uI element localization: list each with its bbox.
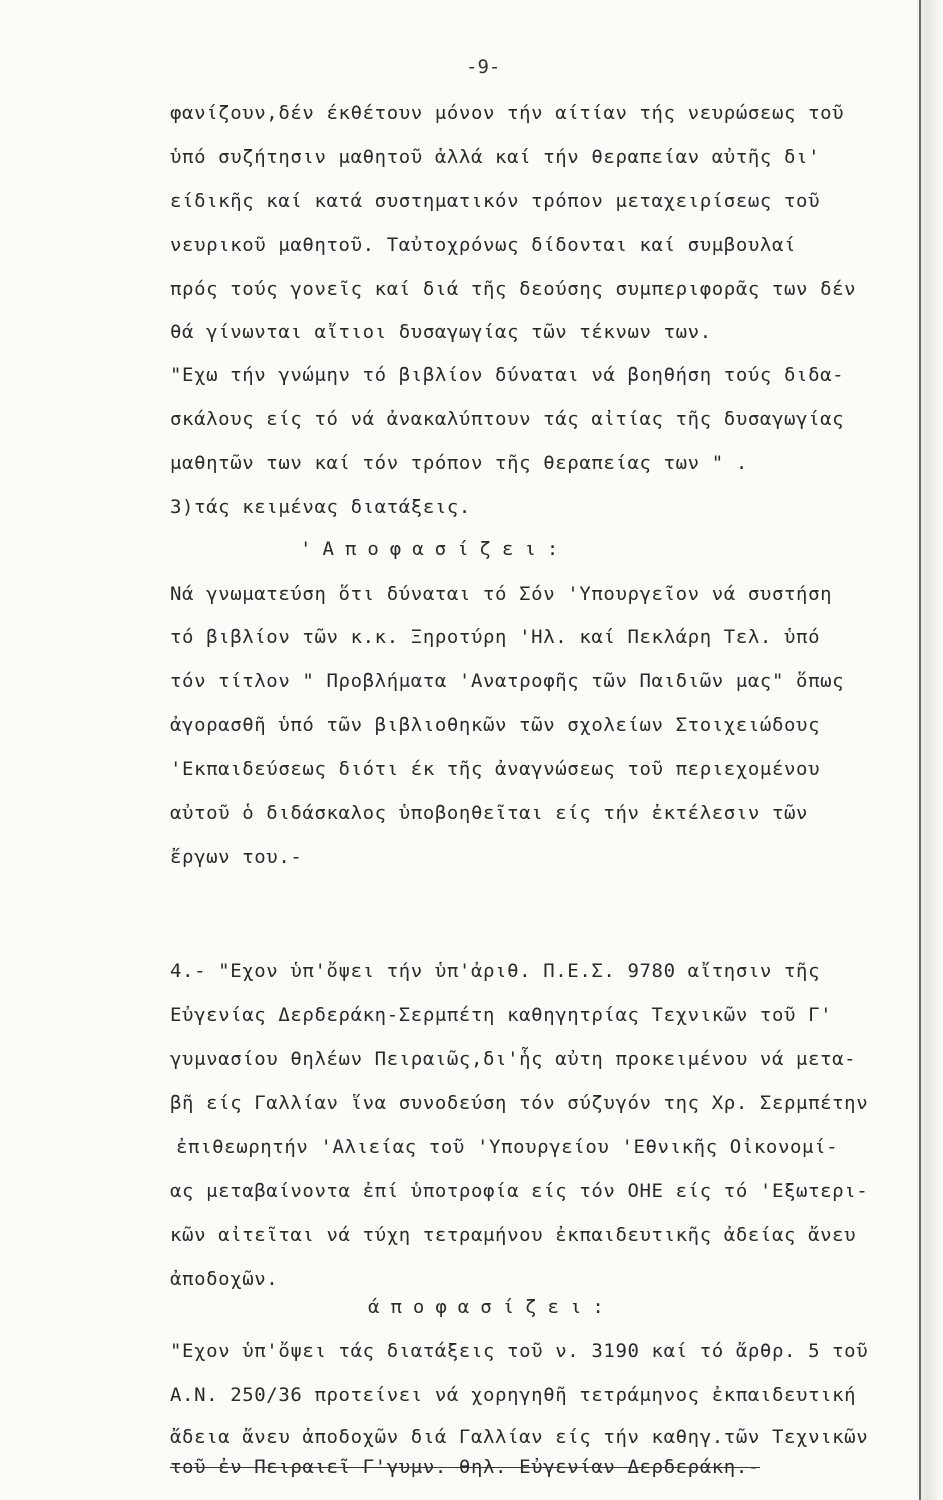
text-line-15: ἀγορασθῆ ὑπό τῶν βιβλιοθηκῶν τῶν σχολείων Στοιχειώδους: [170, 714, 821, 736]
text-line-12: Νά γνωματεύση ὅτι δύναται τό Σόν 'Υπουργεῖον νά συστήση: [170, 583, 833, 605]
text-line-2: ὑπό συζήτησιν μαθητοῦ ἀλλά καί τήν θεραπείαν αὐτῆς δι': [170, 146, 821, 168]
text-line-17: αὐτοῦ ὁ διδάσκαλος ὑποβοηθεῖται είς τήν ἐκτέλεσιν τῶν: [170, 802, 809, 824]
text-line-29: Α.Ν. 250/36 προτείνει νά χορηγηθῆ τετράμηνος ἐκπαιδευτική: [170, 1384, 857, 1406]
text-line-18: ἔργων του.-: [170, 846, 303, 868]
decision-heading-2: άποφασίζει:: [368, 1296, 615, 1318]
text-line-14: τόν τίτλον " Προβλήματα 'Ανατροφῆς τῶν Παιδιῶν μας" ὅπως: [170, 670, 845, 692]
text-line-9: μαθητῶν των καί τόν τρόπον τῆς θεραπείας των " .: [170, 452, 748, 474]
page-number: -9-: [466, 56, 501, 78]
text-line-21: γυμνασίου θηλέων Πειραιῶς,δι'ἧς αὐτη προκειμένου νά μετα-: [170, 1048, 857, 1070]
text-line-1: φανίζουν,δέν έκθέτουν μόνον τήν αίτίαν τής νευρώσεως τοῦ: [170, 102, 845, 124]
decision-heading-1: 'Αποφασίζει:: [300, 538, 570, 560]
text-line-8: σκάλους είς τό νά ἀνακαλύπτουν τάς αἰτίας τῆς δυσαγωγίας: [170, 408, 845, 430]
text-line-25: κῶν αἰτεῖται νά τύχη τετραμήνου ἐκπαιδευτικῆς ἀδείας ἄνευ: [170, 1224, 857, 1246]
page-edge-line: [919, 0, 921, 1500]
text-line-3: είδικῆς καί κατά συστηματικόν τρόπον μεταχειρίσεως τοῦ: [170, 190, 821, 212]
text-line-23: ἐπιθεωρητήν 'Αλιείας τοῦ 'Υπουργείου 'Εθνικῆς Οἰκονομί-: [176, 1136, 839, 1158]
text-line-5: πρός τούς γονεῖς καί διά τῆς δεούσης συμπεριφορᾶς των δέν: [170, 278, 857, 300]
text-line-22: βῆ είς Γαλλίαν ἵνα συνοδεύση τόν σύζυγόν της Χρ. Σερμπέτην: [170, 1092, 869, 1114]
text-line-16: 'Εκπαιδεύσεως διότι έκ τῆς ἀναγνώσεως τοῦ περιεχομένου: [170, 758, 821, 780]
text-line-26: ἀποδοχῶν.: [170, 1268, 279, 1290]
text-line-28: "Εχον ὑπ'ὄψει τάς διατάξεις τοῦ ν. 3190 καί τό ἄρθρ. 5 τοῦ: [170, 1340, 869, 1362]
text-line-20: Εὐγενίας Δερδεράκη-Σερμπέτη καθηγητρίας Τεχνικῶν τοῦ Γ': [170, 1004, 833, 1026]
text-line-31: τοῦ ἐν Πειραιεῖ Γ'γυμν. θηλ. Εὐγενίαν Δερδεράκη.-: [170, 1456, 760, 1478]
text-line-10: 3)τάς κειμένας διατάξεις.: [170, 496, 471, 518]
text-line-19: 4.- "Εχον ὑπ'ὄψει τήν ὑπ'ἀριθ. Π.Ε.Σ. 9780 αἴτησιν τῆς: [170, 960, 821, 982]
text-line-24: ας μεταβαίνοντα ἐπί ὑποτροφία είς τόν ΟΗΕ είς τό 'Εξωτερι-: [170, 1180, 869, 1202]
text-line-4: νευρικοῦ μαθητοῦ. Ταὐτοχρόνως δίδονται καί συμβουλαί: [170, 234, 797, 256]
text-line-30: ἄδεια ἄνευ ἀποδοχῶν διά Γαλλίαν είς τήν καθηγ.τῶν Τεχνικῶν: [170, 1426, 869, 1448]
text-line-7: "Εχω τήν γνώμην τό βιβλίον δύναται νά βοηθήση τούς διδα-: [170, 364, 845, 386]
text-line-13: τό βιβλίον τῶν κ.κ. Ξηροτύρη 'Ηλ. καί Πεκλάρη Τελ. ὑπό: [170, 626, 821, 648]
text-line-6: θά γίνωνται αἴτιοι δυσαγωγίας τῶν τέκνων των.: [170, 321, 712, 343]
